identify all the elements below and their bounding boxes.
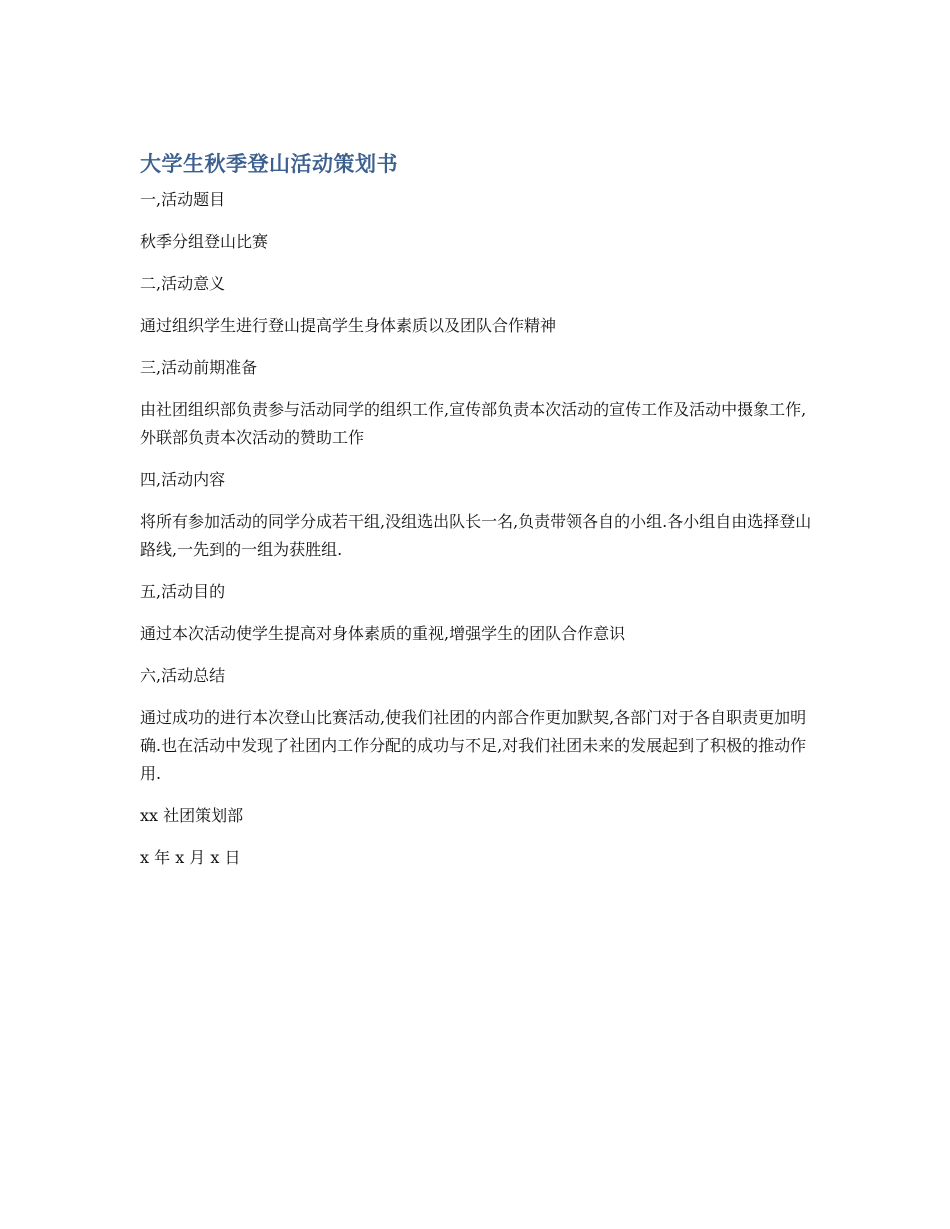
section-heading-summary: 六,活动总结: [140, 666, 226, 685]
paragraph-summary: 通过成功的进行本次登山比赛活动,使我们社团的内部合作更加默契,各部门对于各自职责更加明确.也在活动中发现了社团内工作分配的成功与不足,对我们社团未来的发展起到了积极的推动作用.: [140, 708, 807, 783]
signature-department: xx 社团策划部: [140, 806, 244, 825]
section-heading-preparation: 三,活动前期准备: [140, 358, 258, 377]
document-title: 大学生秋季登山活动策划书: [140, 152, 398, 176]
paragraph-significance: 通过组织学生进行登山提高学生身体素质以及团队合作精神: [140, 316, 557, 335]
section-heading-content: 四,活动内容: [140, 470, 226, 489]
section-heading-topic: 一,活动题目: [140, 190, 226, 209]
paragraph-content: 将所有参加活动的同学分成若干组,没组选出队长一名,负责带领各自的小组.各小组自由选择登山路线,一先到的一组为获胜组.: [140, 512, 812, 559]
paragraph-topic: 秋季分组登山比赛: [140, 232, 269, 251]
paragraph-preparation: 由社团组织部负责参与活动同学的组织工作,宣传部负责本次活动的宣传工作及活动中摄象工作,外联部负责本次活动的赞助工作: [140, 400, 807, 447]
section-heading-significance: 二,活动意义: [140, 274, 226, 293]
signature-date: x 年 x 月 x 日: [140, 848, 241, 867]
section-heading-purpose: 五,活动目的: [140, 582, 226, 601]
document-page: [140, 148, 820, 886]
paragraph-purpose: 通过本次活动使学生提高对身体素质的重视,增强学生的团队合作意识: [140, 624, 626, 643]
